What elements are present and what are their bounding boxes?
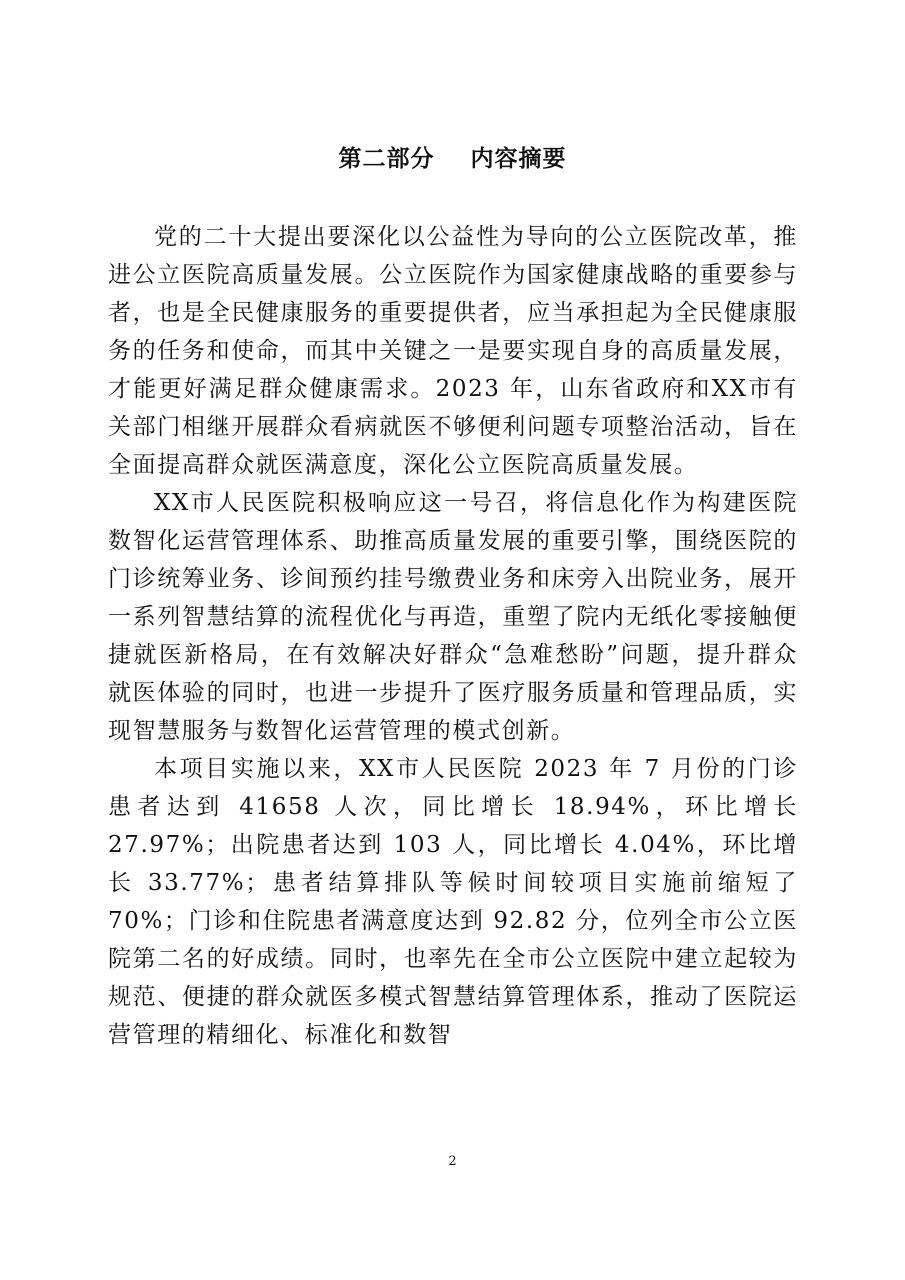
paragraph-1: 党的二十大提出要深化以公益性为导向的公立医院改革，推进公立医院高质量发展。公立医院作为国家健康战略的重要参与者，也是全民健康服务的重要提供者，应当承担起为全民健康服务的任务和使命，而其中关键之一是要实现自身的高质量发展，才能更好满足群众健康需求。2023 年，山东省政府和XX市有关部门相继开展群众看病就医不够便利问题专项整治活动，旨在全面提高群众就医满意度，深化公立医院高质量发展。 xyxy=(108,224,798,478)
paragraph-3: 本项目实施以来，XX市人民医院 2023 年 7 月份的门诊患者达到 41658 人次，同比增长 18.94%，环比增长 27.97%；出院患者达到 103 人，同比增长 4.04%，环比增长 33.77%；患者结算排队等候时间较项目实施前缩短了 70%；门诊和住院患者满意度达到 92.82 分，位列全市公立医院第二名的好成绩。同时，也率先在全市公立医院中建立起较为规范、便捷的群众就医多模式智慧结算管理体系，推动了医院运营管理的精细化、标准化和数智 xyxy=(108,756,798,1048)
section-title: 第二部分 内容摘要 xyxy=(338,146,567,172)
paragraph-2: XX市人民医院积极响应这一号召，将信息化作为构建医院数智化运营管理体系、助推高质量发展的重要引擎，围绕医院的门诊统筹业务、诊间预约挂号缴费业务和床旁入出院业务，展开一系列智慧结算的流程优化与再造，重塑了院内无纸化零接触便捷就医新格局，在有效解决好群众“急难愁盼”问题，提升群众就医体验的同时，也进一步提升了医疗服务质量和管理品质，实现智慧服务与数智化运营管理的模式创新。 xyxy=(108,490,798,744)
document-body xyxy=(108,218,798,1054)
page-number: 2 xyxy=(448,1154,457,1169)
